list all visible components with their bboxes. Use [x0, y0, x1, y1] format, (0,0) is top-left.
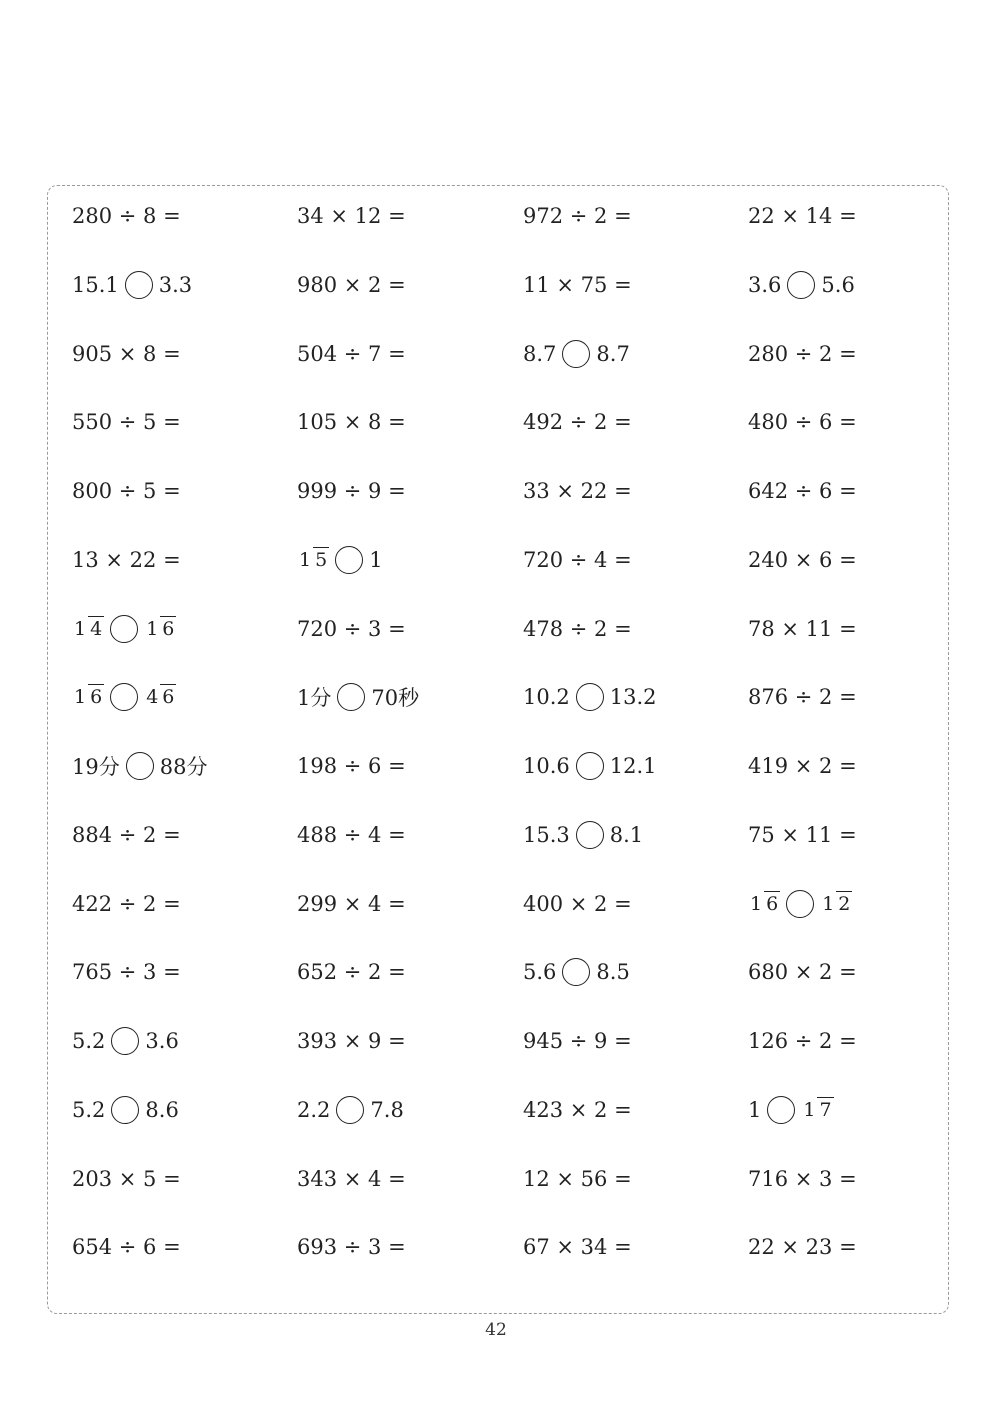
arithmetic-problem: [748, 1217, 857, 1277]
problem-expression: 654 ÷ 6 =: [72, 1235, 181, 1260]
comparison-problem: [748, 874, 852, 934]
problem-expression: 720 ÷ 4 =: [523, 547, 632, 572]
denominator: 6: [162, 686, 175, 709]
answer-circle[interactable]: [337, 683, 365, 711]
answer-circle[interactable]: [576, 683, 604, 711]
problem-expression: 478 ÷ 2 =: [523, 616, 632, 641]
problem-expression: 716 × 3 =: [748, 1166, 857, 1191]
problem-expression: 34 × 12 =: [297, 204, 406, 228]
problem-expression: 680 × 2 =: [748, 960, 857, 985]
arithmetic-problem: [748, 667, 857, 727]
problem-expression: 280 ÷ 2 =: [748, 341, 857, 366]
answer-circle[interactable]: [111, 1027, 139, 1055]
comparison-problem: [72, 1080, 179, 1140]
problem-expression: 504 ÷ 7 =: [297, 341, 406, 366]
comparison-problem: [72, 736, 207, 796]
left-value: 10.6: [523, 754, 570, 778]
arithmetic-problem: [297, 461, 406, 521]
right-value: 8.6: [145, 1097, 179, 1122]
arithmetic-problem: [297, 1011, 406, 1071]
comparison-problem: [297, 1080, 404, 1140]
arithmetic-problem: [523, 599, 632, 659]
denominator: 6: [90, 686, 103, 709]
answer-circle[interactable]: [126, 752, 154, 780]
right-value: 3.3: [158, 272, 193, 297]
left-fraction: [297, 547, 329, 573]
numerator: 1: [146, 617, 159, 640]
problem-expression: 422 ÷ 2 =: [72, 891, 181, 916]
left-fraction: [748, 891, 780, 917]
left-fraction: [72, 684, 104, 710]
answer-circle[interactable]: [787, 271, 815, 299]
answer-circle[interactable]: [111, 1096, 139, 1124]
problem-expression: 972 ÷ 2 =: [523, 204, 632, 228]
comparison-problem: [72, 667, 176, 727]
arithmetic-problem: [72, 186, 181, 246]
problem-expression: 11 × 75 =: [523, 272, 632, 297]
answer-circle[interactable]: [576, 821, 604, 849]
right-value: 88分: [159, 755, 208, 779]
problem-expression: 13 × 22 =: [72, 547, 181, 572]
right-value: 8.5: [596, 960, 630, 985]
problem-expression: 765 ÷ 3 =: [72, 960, 181, 985]
problem-expression: 126 ÷ 2 =: [748, 1029, 857, 1053]
problem-expression: 299 × 4 =: [297, 891, 406, 916]
right-fraction: [144, 616, 176, 642]
problem-expression: 105 × 8 =: [297, 410, 406, 435]
problem-expression: 642 ÷ 6 =: [748, 479, 857, 503]
arithmetic-problem: [523, 255, 632, 315]
problem-expression: 550 ÷ 5 =: [72, 410, 181, 435]
left-value: 1: [748, 1097, 762, 1122]
comparison-problem: [523, 736, 657, 796]
arithmetic-problem: [297, 392, 406, 452]
arithmetic-problem: [748, 942, 857, 1002]
arithmetic-problem: [523, 874, 632, 934]
arithmetic-problem: [523, 1011, 632, 1071]
right-value: 13.2: [609, 685, 657, 710]
arithmetic-problem: [297, 186, 406, 246]
left-value: 3.6: [748, 272, 782, 297]
arithmetic-problem: [297, 255, 406, 315]
arithmetic-problem: [748, 461, 857, 521]
left-value: 15.1: [72, 272, 119, 297]
answer-circle[interactable]: [335, 546, 363, 574]
page-number: 42: [485, 1320, 507, 1340]
problem-expression: 393 × 9 =: [297, 1029, 406, 1053]
left-value: 15.3: [523, 822, 570, 847]
arithmetic-problem: [748, 186, 857, 246]
right-fraction: [144, 684, 176, 710]
problem-expression: 488 ÷ 4 =: [297, 822, 406, 847]
problem-expression: 905 × 8 =: [72, 341, 181, 366]
problem-expression: 198 ÷ 6 =: [297, 754, 406, 778]
answer-circle[interactable]: [767, 1096, 795, 1124]
arithmetic-problem: [523, 186, 632, 246]
numerator: 1: [803, 1098, 816, 1121]
problem-expression: 240 × 6 =: [748, 547, 857, 572]
problem-expression: 400 × 2 =: [523, 891, 632, 916]
problem-expression: 22 × 23 =: [748, 1235, 857, 1260]
comparison-problem: [748, 1080, 834, 1140]
problem-expression: 884 ÷ 2 =: [72, 822, 181, 847]
problem-expression: 22 × 14 =: [748, 204, 857, 228]
right-fraction: [801, 1097, 833, 1123]
arithmetic-problem: [523, 530, 632, 590]
answer-circle[interactable]: [562, 340, 590, 368]
problem-expression: 12 × 56 =: [523, 1166, 632, 1191]
right-value: 8.1: [609, 822, 644, 847]
arithmetic-problem: [523, 461, 632, 521]
numerator: 1: [74, 617, 87, 640]
arithmetic-problem: [297, 942, 406, 1002]
arithmetic-problem: [297, 324, 406, 384]
arithmetic-problem: [72, 874, 181, 934]
arithmetic-problem: [748, 392, 857, 452]
answer-circle[interactable]: [576, 752, 604, 780]
arithmetic-problem: [72, 324, 181, 384]
right-value: 5.6: [821, 272, 855, 297]
arithmetic-problem: [297, 874, 406, 934]
left-value: 2.2: [297, 1097, 331, 1122]
left-value: 5.2: [72, 1029, 106, 1053]
arithmetic-problem: [748, 805, 857, 865]
answer-circle[interactable]: [336, 1096, 364, 1124]
arithmetic-problem: [748, 1149, 857, 1209]
denominator: 7: [819, 1098, 832, 1121]
problem-expression: 652 ÷ 2 =: [297, 960, 406, 985]
arithmetic-problem: [72, 461, 181, 521]
comparison-problem: [748, 255, 855, 315]
answer-circle[interactable]: [110, 683, 138, 711]
comparison-problem: [523, 667, 657, 727]
numerator: 1: [750, 892, 763, 915]
comparison-problem: [523, 942, 630, 1002]
problem-expression: 343 × 4 =: [297, 1166, 406, 1191]
problem-expression: 693 ÷ 3 =: [297, 1235, 406, 1260]
problem-expression: 75 × 11 =: [748, 822, 857, 847]
arithmetic-problem: [72, 530, 181, 590]
comparison-problem: [72, 255, 192, 315]
right-value: 1: [369, 547, 383, 572]
arithmetic-problem: [748, 736, 857, 796]
answer-circle[interactable]: [125, 271, 153, 299]
denominator: 6: [162, 617, 175, 640]
answer-circle[interactable]: [562, 958, 590, 986]
problem-expression: 800 ÷ 5 =: [72, 479, 181, 503]
numerator: 1: [299, 548, 312, 571]
problem-expression: 280 ÷ 8 =: [72, 204, 181, 228]
left-value: 19分: [72, 755, 120, 779]
arithmetic-problem: [297, 599, 406, 659]
problem-expression: 78 × 11 =: [748, 616, 857, 641]
arithmetic-problem: [748, 599, 857, 659]
arithmetic-problem: [748, 530, 857, 590]
problem-expression: 720 ÷ 3 =: [297, 616, 406, 641]
comparison-problem: [297, 530, 383, 590]
right-value: 12.1: [609, 754, 657, 778]
problem-expression: 945 ÷ 9 =: [523, 1029, 632, 1053]
numerator: 1: [74, 686, 87, 709]
arithmetic-problem: [72, 942, 181, 1002]
right-value: 7.8: [370, 1097, 404, 1122]
denominator: 6: [766, 892, 779, 915]
arithmetic-problem: [523, 1217, 632, 1277]
arithmetic-problem: [523, 1080, 632, 1140]
arithmetic-problem: [523, 392, 632, 452]
comparison-problem: [297, 667, 419, 727]
right-value: 70秒: [371, 686, 420, 711]
right-value: 3.6: [145, 1029, 179, 1053]
problem-expression: 423 × 2 =: [523, 1097, 632, 1122]
arithmetic-problem: [72, 392, 181, 452]
arithmetic-problem: [72, 1217, 181, 1277]
denominator: 4: [90, 617, 103, 640]
problem-expression: 33 × 22 =: [523, 479, 632, 503]
left-value: 1分: [297, 686, 332, 711]
left-fraction: [72, 616, 104, 642]
right-value: 8.7: [596, 341, 630, 366]
arithmetic-problem: [523, 1149, 632, 1209]
arithmetic-problem: [297, 736, 406, 796]
comparison-problem: [72, 599, 176, 659]
arithmetic-problem: [297, 1217, 406, 1277]
problem-expression: 67 × 34 =: [523, 1235, 632, 1260]
arithmetic-problem: [297, 805, 406, 865]
right-fraction: [820, 891, 852, 917]
arithmetic-problem: [748, 324, 857, 384]
arithmetic-problem: [72, 1149, 181, 1209]
problem-expression: 419 × 2 =: [748, 754, 857, 778]
arithmetic-problem: [297, 1149, 406, 1209]
answer-circle[interactable]: [110, 615, 138, 643]
left-value: 5.2: [72, 1097, 106, 1122]
comparison-problem: [523, 324, 630, 384]
numerator: 4: [146, 686, 159, 709]
comparison-problem: [523, 805, 643, 865]
problem-expression: 492 ÷ 2 =: [523, 410, 632, 435]
answer-circle[interactable]: [786, 890, 814, 918]
problem-expression: 480 ÷ 6 =: [748, 410, 857, 435]
problem-expression: 999 ÷ 9 =: [297, 479, 406, 503]
arithmetic-problem: [72, 805, 181, 865]
left-value: 10.2: [523, 685, 570, 710]
left-value: 8.7: [523, 341, 557, 366]
problem-expression: 876 ÷ 2 =: [748, 685, 857, 710]
problem-expression: 980 × 2 =: [297, 272, 406, 297]
problem-expression: 203 × 5 =: [72, 1166, 181, 1191]
denominator: 2: [838, 892, 851, 915]
denominator: 5: [315, 548, 328, 571]
left-value: 5.6: [523, 960, 557, 985]
comparison-problem: [72, 1011, 179, 1071]
arithmetic-problem: [748, 1011, 857, 1071]
numerator: 1: [822, 892, 835, 915]
